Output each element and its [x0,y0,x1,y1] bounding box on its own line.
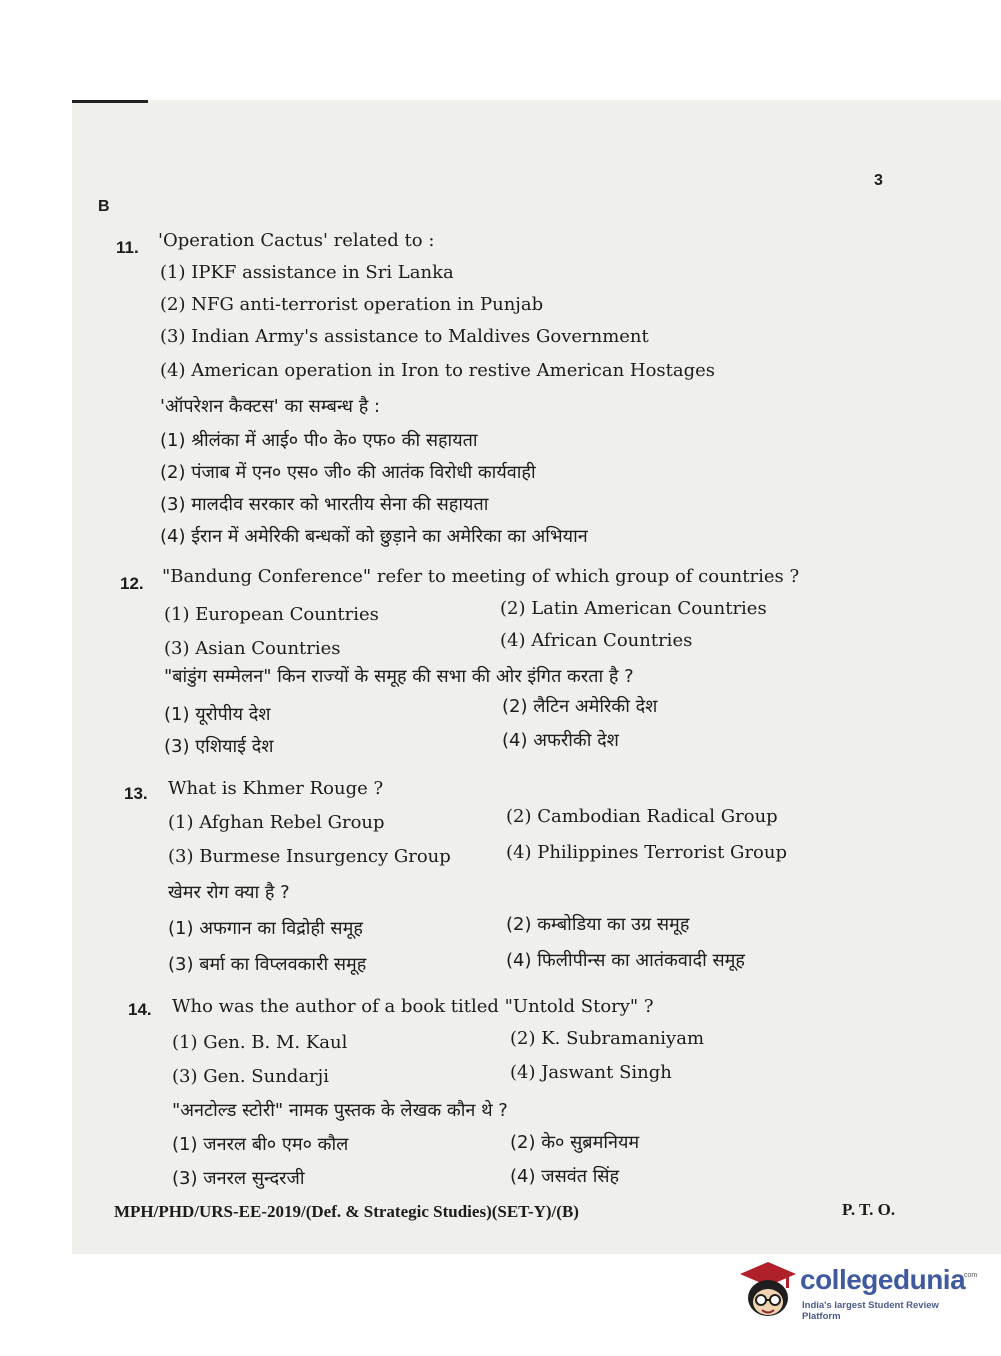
option-hi: (1) श्रीलंका में आई० पी० के० एफ० की सहायता [160,430,478,451]
option-en: (4) African Countries [500,630,693,651]
option-en: (3) Gen. Sundarji [172,1066,329,1087]
option-hi: (4) फिलीपीन्स का आतंकवादी समूह [506,950,745,971]
option-hi: (3) बर्मा का विप्लवकारी समूह [168,954,367,975]
option-en: (4) Philippines Terrorist Group [506,842,787,863]
question-text-hi: "बांडुंग सम्मेलन" किन राज्यों के समूह की सभा की ओर इंगित करता है ? [164,666,634,687]
brand-tagline: India's largest Student Review Platform [802,1300,939,1322]
brand-name: collegedunia [800,1264,966,1295]
question-text-en: 'Operation Cactus' related to : [158,230,435,251]
option-en: (1) European Countries [164,604,379,625]
option-hi: (3) मालदीव सरकार को भारतीय सेना की सहायता [160,494,489,515]
option-hi: (4) अफरीकी देश [502,730,619,751]
option-hi: (2) कम्बोडिया का उग्र समूह [506,914,690,935]
mascot-icon [738,1260,798,1322]
option-hi: (2) पंजाब में एन० एस० जी० की आतंक विरोधी कार्यवाही [160,462,536,483]
collegedunia-logo [738,1258,978,1328]
option-en: (4) Jaswant Singh [510,1062,672,1083]
option-en: (1) IPKF assistance in Sri Lanka [160,262,454,283]
option-hi: (1) यूरोपीय देश [164,704,271,725]
question-number: 14. [128,1000,152,1019]
option-en: (2) K. Subramaniyam [510,1028,705,1049]
question-text-en: Who was the author of a book titled "Untold Story" ? [172,996,654,1017]
page-edge-line [72,100,148,103]
page-number: 3 [874,172,883,189]
question-text-hi: 'ऑपरेशन कैक्टस' का सम्बन्ध है : [160,396,381,417]
option-en: (3) Indian Army's assistance to Maldives Government [160,326,649,347]
option-hi: (2) के० सुब्रमनियम [510,1132,640,1153]
option-hi: (4) ईरान में अमेरिकी बन्धकों को छुड़ाने का अमेरिका का अभियान [160,526,588,547]
option-hi: (2) लैटिन अमेरिकी देश [502,696,658,717]
option-hi: (3) जनरल सुन्दरजी [172,1168,305,1189]
option-en: (2) Latin American Countries [500,598,767,619]
option-hi: (4) जसवंत सिंह [510,1166,620,1187]
question-number: 11. [116,238,139,257]
footer-pto: P. T. O. [842,1200,896,1219]
question-text-hi: खेमर रोग क्या है ? [168,882,290,903]
option-hi: (1) अफगान का विद्रोही समूह [168,918,363,939]
option-en: (3) Burmese Insurgency Group [168,846,451,867]
option-en: (1) Gen. B. M. Kaul [172,1032,348,1053]
option-en: (1) Afghan Rebel Group [168,812,385,833]
brand-trademark: com [964,1272,978,1279]
question-text-en: What is Khmer Rouge ? [168,778,384,799]
question-text-en: "Bandung Conference" refer to meeting of which group of countries ? [162,566,800,587]
option-en: (4) American operation in Iron to restive American Hostages [160,360,716,381]
option-en: (3) Asian Countries [164,638,341,659]
footer-code: MPH/PHD/URS-EE-2019/(Def. & Strategic Studies)(SET-Y)/(B) [114,1202,579,1221]
option-en: (2) Cambodian Radical Group [506,806,778,827]
set-letter: B [98,198,110,215]
option-hi: (3) एशियाई देश [164,736,274,757]
option-hi: (1) जनरल बी० एम० कौल [172,1134,349,1155]
question-number: 13. [124,784,148,803]
question-text-hi: "अनटोल्ड स्टोरी" नामक पुस्तक के लेखक कौन थे ? [172,1100,508,1121]
option-en: (2) NFG anti-terrorist operation in Punjab [160,294,544,315]
question-number: 12. [120,574,144,593]
